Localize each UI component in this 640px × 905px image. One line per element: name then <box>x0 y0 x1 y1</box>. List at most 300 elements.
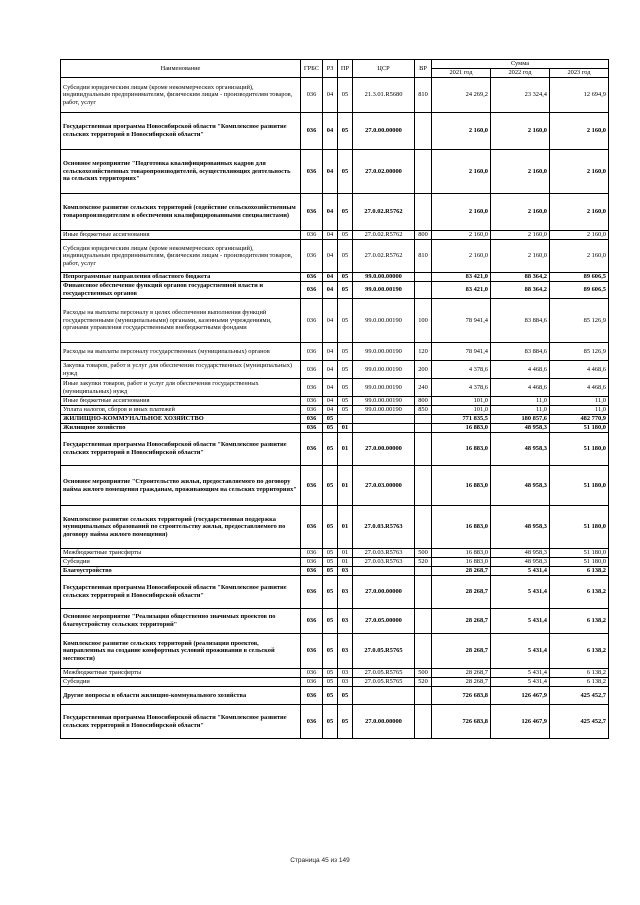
table-row <box>61 558 609 567</box>
cell-grbs: 036 <box>301 558 323 567</box>
cell-grbs: 036 <box>301 669 323 678</box>
cell-pr: 01 <box>338 433 353 466</box>
cell-grbs: 036 <box>301 282 323 299</box>
cell-name: Комплексное развитие сельских территорий (реализация проектов, направленных на создание комфортных условий проживания в сельской местности) <box>61 634 301 669</box>
cell-y2022: 5 431,4 <box>491 609 550 634</box>
cell-pr: 01 <box>338 506 353 549</box>
cell-y2021: 78 941,4 <box>432 299 491 343</box>
cell-y2021: 24 269,2 <box>432 78 491 113</box>
cell-csr: 27.0.02.R5762 <box>353 240 415 273</box>
cell-pr: 05 <box>338 240 353 273</box>
cell-pr: 05 <box>338 397 353 406</box>
cell-y2023: 51 180,0 <box>550 424 609 433</box>
cell-vr: 120 <box>415 343 432 361</box>
cell-name: Другие вопросы в области жилищно-коммунального хозяйства <box>61 687 301 705</box>
cell-vr <box>415 113 432 150</box>
cell-csr: 99.0.00.00190 <box>353 343 415 361</box>
cell-rz: 05 <box>323 705 338 739</box>
table-row <box>61 282 609 299</box>
cell-vr: 100 <box>415 299 432 343</box>
cell-rz: 04 <box>323 282 338 299</box>
cell-pr: 03 <box>338 576 353 609</box>
cell-vr <box>415 705 432 739</box>
cell-vr <box>415 273 432 282</box>
cell-vr: 520 <box>415 558 432 567</box>
cell-vr <box>415 506 432 549</box>
cell-y2022: 2 160,0 <box>491 194 550 231</box>
cell-y2022: 2 160,0 <box>491 231 550 240</box>
header-vr: ВР <box>415 60 432 78</box>
cell-pr: 05 <box>338 299 353 343</box>
cell-pr: 05 <box>338 231 353 240</box>
table-row <box>61 506 609 549</box>
cell-y2021: 726 683,8 <box>432 705 491 739</box>
cell-rz: 05 <box>323 424 338 433</box>
cell-pr: 05 <box>338 379 353 397</box>
cell-grbs: 036 <box>301 240 323 273</box>
cell-y2022: 11,0 <box>491 397 550 406</box>
cell-name: Субсидии юридическим лицам (кроме некоммерческих организаций), индивидуальным предпринимателям, физическим лицам - производителям товаров, работ, услуг <box>61 240 301 273</box>
cell-grbs: 036 <box>301 397 323 406</box>
cell-y2023: 51 180,0 <box>550 433 609 466</box>
cell-y2022: 4 468,6 <box>491 361 550 379</box>
cell-vr <box>415 634 432 669</box>
cell-name: Расходы на выплаты персоналу государственных (муниципальных) органов <box>61 343 301 361</box>
cell-y2022: 4 468,6 <box>491 379 550 397</box>
cell-csr: 99.0.00.00190 <box>353 406 415 415</box>
cell-grbs: 036 <box>301 567 323 576</box>
cell-y2023: 85 126,9 <box>550 299 609 343</box>
cell-vr: 500 <box>415 549 432 558</box>
cell-csr: 27.0.00.00000 <box>353 113 415 150</box>
cell-pr: 01 <box>338 558 353 567</box>
table-row <box>61 361 609 379</box>
cell-rz: 05 <box>323 609 338 634</box>
cell-name: Основное мероприятие "Подготовка квалифицированных кадров для сельскохозяйственных товаропроизводителей, осуществляющих деятельность на сельских территориях" <box>61 150 301 194</box>
cell-vr <box>415 282 432 299</box>
cell-y2021: 28 268,7 <box>432 609 491 634</box>
table-row <box>61 424 609 433</box>
cell-y2022: 5 431,4 <box>491 669 550 678</box>
cell-vr <box>415 415 432 424</box>
cell-y2023: 89 606,5 <box>550 273 609 282</box>
cell-vr: 850 <box>415 406 432 415</box>
cell-y2021: 2 160,0 <box>432 240 491 273</box>
cell-y2023: 2 160,0 <box>550 113 609 150</box>
cell-y2022: 2 160,0 <box>491 113 550 150</box>
cell-grbs: 036 <box>301 113 323 150</box>
cell-y2021: 2 160,0 <box>432 194 491 231</box>
cell-csr: 27.0.03.R5763 <box>353 549 415 558</box>
cell-y2021: 16 883,0 <box>432 424 491 433</box>
cell-y2021: 16 883,0 <box>432 549 491 558</box>
cell-grbs: 036 <box>301 406 323 415</box>
cell-name: Уплата налогов, сборов и иных платежей <box>61 406 301 415</box>
table-row <box>61 406 609 415</box>
cell-csr: 99.0.00.00190 <box>353 379 415 397</box>
cell-csr <box>353 567 415 576</box>
table-row <box>61 397 609 406</box>
cell-y2021: 16 883,0 <box>432 558 491 567</box>
cell-y2021: 28 268,7 <box>432 678 491 687</box>
cell-y2022: 83 884,6 <box>491 343 550 361</box>
cell-y2023: 12 694,9 <box>550 78 609 113</box>
cell-y2023: 4 468,6 <box>550 361 609 379</box>
cell-rz: 04 <box>323 240 338 273</box>
cell-y2023: 6 138,2 <box>550 567 609 576</box>
cell-rz: 04 <box>323 397 338 406</box>
cell-pr: 05 <box>338 705 353 739</box>
cell-y2021: 771 835,5 <box>432 415 491 424</box>
cell-pr: 05 <box>338 194 353 231</box>
cell-rz: 04 <box>323 406 338 415</box>
budget-table-container <box>60 59 608 739</box>
header-year-2023: 2023 год <box>550 69 609 78</box>
cell-y2023: 2 160,0 <box>550 231 609 240</box>
cell-pr: 05 <box>338 273 353 282</box>
cell-grbs: 036 <box>301 705 323 739</box>
cell-y2023: 89 606,5 <box>550 282 609 299</box>
cell-y2021: 2 160,0 <box>432 113 491 150</box>
cell-pr: 03 <box>338 669 353 678</box>
cell-y2022: 5 431,4 <box>491 576 550 609</box>
cell-rz: 05 <box>323 678 338 687</box>
cell-y2022: 83 884,6 <box>491 299 550 343</box>
cell-name: Государственная программа Новосибирской области "Комплексное развитие сельских территорий в Новосибирской области" <box>61 576 301 609</box>
cell-name: Государственная программа Новосибирской области "Комплексное развитие сельских территорий в Новосибирской области" <box>61 433 301 466</box>
cell-pr: 01 <box>338 424 353 433</box>
cell-vr: 200 <box>415 361 432 379</box>
cell-name: Жилищное хозяйство <box>61 424 301 433</box>
cell-y2022: 88 364,2 <box>491 273 550 282</box>
cell-name: ЖИЛИЩНО-КОММУНАЛЬНОЕ ХОЗЯЙСТВО <box>61 415 301 424</box>
cell-rz: 04 <box>323 273 338 282</box>
cell-y2023: 425 452,7 <box>550 687 609 705</box>
cell-rz: 04 <box>323 150 338 194</box>
header-grbs: ГРБС <box>301 60 323 78</box>
cell-vr <box>415 194 432 231</box>
cell-y2023: 2 160,0 <box>550 240 609 273</box>
cell-csr: 27.0.05.R5765 <box>353 678 415 687</box>
cell-y2022: 5 431,4 <box>491 634 550 669</box>
cell-name: Основное мероприятие "Строительство жилья, предоставляемого по договору найма жилого помещения гражданам, проживающим на сельских территориях" <box>61 466 301 506</box>
cell-y2022: 48 958,3 <box>491 466 550 506</box>
table-row <box>61 687 609 705</box>
cell-pr: 01 <box>338 466 353 506</box>
cell-grbs: 036 <box>301 424 323 433</box>
table-row <box>61 113 609 150</box>
header-sum: Сумма <box>432 60 609 69</box>
cell-rz: 05 <box>323 576 338 609</box>
cell-csr: 27.0.00.00000 <box>353 576 415 609</box>
cell-y2023: 6 138,2 <box>550 634 609 669</box>
table-row <box>61 576 609 609</box>
cell-pr: 05 <box>338 78 353 113</box>
cell-name: Государственная программа Новосибирской области "Комплексное развитие сельских территорий в Новосибирской области" <box>61 705 301 739</box>
cell-rz: 05 <box>323 669 338 678</box>
cell-vr: 500 <box>415 669 432 678</box>
cell-grbs: 036 <box>301 150 323 194</box>
table-row <box>61 567 609 576</box>
cell-grbs: 036 <box>301 466 323 506</box>
cell-rz: 04 <box>323 343 338 361</box>
cell-y2022: 48 958,3 <box>491 433 550 466</box>
cell-grbs: 036 <box>301 687 323 705</box>
cell-rz: 05 <box>323 415 338 424</box>
cell-name: Иные бюджетные ассигнования <box>61 397 301 406</box>
cell-vr: 240 <box>415 379 432 397</box>
cell-name: Иные закупки товаров, работ и услуг для обеспечения государственных (муниципальных) нужд <box>61 379 301 397</box>
table-row <box>61 231 609 240</box>
cell-rz: 04 <box>323 113 338 150</box>
cell-y2023: 482 770,9 <box>550 415 609 424</box>
cell-y2021: 16 883,0 <box>432 506 491 549</box>
cell-y2022: 48 958,3 <box>491 549 550 558</box>
cell-y2021: 16 883,0 <box>432 433 491 466</box>
cell-y2023: 6 138,2 <box>550 576 609 609</box>
cell-name: Межбюджетные трансферты <box>61 669 301 678</box>
cell-grbs: 036 <box>301 415 323 424</box>
cell-y2023: 6 138,2 <box>550 678 609 687</box>
cell-csr: 27.0.02.R5762 <box>353 194 415 231</box>
cell-vr <box>415 687 432 705</box>
table-row <box>61 415 609 424</box>
cell-y2023: 4 468,6 <box>550 379 609 397</box>
cell-rz: 05 <box>323 506 338 549</box>
cell-y2023: 51 180,0 <box>550 549 609 558</box>
cell-csr: 27.0.03.R5763 <box>353 558 415 567</box>
cell-name: Расходы на выплаты персоналу в целях обеспечения выполнения функций государственными (муниципальными) органами, казенными учреждениями, органами управления государственными внебюджетными фондами <box>61 299 301 343</box>
cell-pr: 05 <box>338 406 353 415</box>
cell-name: Комплексное развитие сельских территорий (содействие сельскохозяйственным товаропроизводителям в обеспечении квалифицированными специалистами) <box>61 194 301 231</box>
cell-grbs: 036 <box>301 634 323 669</box>
cell-rz: 05 <box>323 466 338 506</box>
cell-vr <box>415 150 432 194</box>
header-year-2022: 2022 год <box>491 69 550 78</box>
cell-pr: 01 <box>338 549 353 558</box>
cell-grbs: 036 <box>301 78 323 113</box>
cell-vr <box>415 576 432 609</box>
table-body <box>61 78 609 739</box>
cell-name: Межбюджетные трансферты <box>61 549 301 558</box>
cell-name: Финансовое обеспечение функций органов государственной власти и государственных органов <box>61 282 301 299</box>
cell-grbs: 036 <box>301 549 323 558</box>
cell-pr: 05 <box>338 343 353 361</box>
cell-y2021: 2 160,0 <box>432 150 491 194</box>
cell-csr: 27.0.05.R5765 <box>353 669 415 678</box>
cell-y2021: 101,0 <box>432 406 491 415</box>
table-row <box>61 379 609 397</box>
cell-y2022: 48 958,3 <box>491 506 550 549</box>
cell-csr <box>353 687 415 705</box>
cell-y2021: 78 941,4 <box>432 343 491 361</box>
cell-csr: 99.0.00.00190 <box>353 397 415 406</box>
header-pr: ПР <box>338 60 353 78</box>
cell-rz: 04 <box>323 194 338 231</box>
cell-pr: 05 <box>338 282 353 299</box>
cell-vr: 520 <box>415 678 432 687</box>
cell-y2022: 126 467,9 <box>491 687 550 705</box>
table-row <box>61 466 609 506</box>
cell-rz: 04 <box>323 361 338 379</box>
cell-y2023: 2 160,0 <box>550 194 609 231</box>
cell-y2023: 51 180,0 <box>550 506 609 549</box>
cell-csr: 27.0.03.R5763 <box>353 506 415 549</box>
cell-grbs: 036 <box>301 299 323 343</box>
cell-csr: 99.0.00.00190 <box>353 361 415 379</box>
cell-csr: 27.0.00.00000 <box>353 433 415 466</box>
header-rz: РЗ <box>323 60 338 78</box>
cell-y2021: 28 268,7 <box>432 634 491 669</box>
cell-y2023: 11,0 <box>550 397 609 406</box>
cell-rz: 05 <box>323 687 338 705</box>
cell-pr: 05 <box>338 150 353 194</box>
table-row <box>61 150 609 194</box>
cell-name: Государственная программа Новосибирской области "Комплексное развитие сельских территорий в Новосибирской области" <box>61 113 301 150</box>
cell-y2022: 2 160,0 <box>491 150 550 194</box>
table-row <box>61 634 609 669</box>
cell-y2022: 5 431,4 <box>491 678 550 687</box>
budget-table <box>60 59 609 739</box>
cell-name: Закупка товаров, работ и услуг для обеспечения государственных (муниципальных) нужд <box>61 361 301 379</box>
cell-y2022: 180 857,6 <box>491 415 550 424</box>
cell-csr: 27.0.05.00000 <box>353 609 415 634</box>
cell-vr: 810 <box>415 78 432 113</box>
cell-csr: 27.0.03.00000 <box>353 466 415 506</box>
cell-rz: 04 <box>323 78 338 113</box>
header-name: Наименование <box>61 60 301 78</box>
cell-pr: 03 <box>338 678 353 687</box>
table-row <box>61 609 609 634</box>
cell-vr: 810 <box>415 240 432 273</box>
table-row <box>61 240 609 273</box>
table-row <box>61 299 609 343</box>
cell-y2021: 2 160,0 <box>432 231 491 240</box>
cell-vr <box>415 433 432 466</box>
cell-y2022: 2 160,0 <box>491 240 550 273</box>
cell-rz: 04 <box>323 379 338 397</box>
cell-y2021: 28 268,7 <box>432 669 491 678</box>
table-row <box>61 433 609 466</box>
cell-csr: 27.0.02.00000 <box>353 150 415 194</box>
cell-rz: 05 <box>323 567 338 576</box>
cell-pr: 05 <box>338 113 353 150</box>
cell-y2022: 48 958,3 <box>491 424 550 433</box>
cell-y2022: 23 324,4 <box>491 78 550 113</box>
cell-pr <box>338 415 353 424</box>
cell-y2022: 126 467,9 <box>491 705 550 739</box>
cell-y2021: 28 268,7 <box>432 576 491 609</box>
cell-pr: 05 <box>338 361 353 379</box>
cell-grbs: 036 <box>301 609 323 634</box>
cell-grbs: 036 <box>301 678 323 687</box>
cell-y2023: 2 160,0 <box>550 150 609 194</box>
cell-grbs: 036 <box>301 506 323 549</box>
cell-csr: 99.0.00.00190 <box>353 282 415 299</box>
cell-rz: 05 <box>323 634 338 669</box>
cell-vr <box>415 424 432 433</box>
cell-csr: 27.0.02.R5762 <box>353 231 415 240</box>
cell-vr <box>415 567 432 576</box>
cell-y2023: 51 180,0 <box>550 558 609 567</box>
header-csr: ЦСР <box>353 60 415 78</box>
cell-grbs: 036 <box>301 361 323 379</box>
cell-y2021: 28 268,7 <box>432 567 491 576</box>
cell-csr: 27.0.00.00000 <box>353 705 415 739</box>
cell-y2022: 88 364,2 <box>491 282 550 299</box>
cell-pr: 05 <box>338 687 353 705</box>
table-row <box>61 549 609 558</box>
table-row <box>61 705 609 739</box>
cell-y2023: 51 180,0 <box>550 466 609 506</box>
cell-y2021: 101,0 <box>432 397 491 406</box>
cell-y2023: 11,0 <box>550 406 609 415</box>
cell-name: Субсидии <box>61 678 301 687</box>
cell-y2021: 4 378,6 <box>432 379 491 397</box>
cell-pr: 03 <box>338 567 353 576</box>
cell-rz: 05 <box>323 549 338 558</box>
cell-y2022: 5 431,4 <box>491 567 550 576</box>
cell-y2021: 83 421,0 <box>432 282 491 299</box>
header-year-2021: 2021 год <box>432 69 491 78</box>
cell-csr <box>353 424 415 433</box>
cell-name: Субсидии <box>61 558 301 567</box>
cell-pr: 03 <box>338 634 353 669</box>
cell-name: Иные бюджетные ассигнования <box>61 231 301 240</box>
cell-y2021: 726 683,8 <box>432 687 491 705</box>
cell-grbs: 036 <box>301 576 323 609</box>
table-row <box>61 669 609 678</box>
cell-y2021: 16 883,0 <box>432 466 491 506</box>
cell-y2023: 425 452,7 <box>550 705 609 739</box>
table-row <box>61 343 609 361</box>
table-row <box>61 678 609 687</box>
cell-y2023: 85 126,9 <box>550 343 609 361</box>
cell-name: Комплексное развитие сельских территорий (государственная поддержка муниципальных образований по строительству жилья, предоставляемого по договору найма жилого помещения) <box>61 506 301 549</box>
cell-name: Непрограммные направления областного бюджета <box>61 273 301 282</box>
cell-y2022: 11,0 <box>491 406 550 415</box>
cell-vr: 800 <box>415 231 432 240</box>
cell-rz: 05 <box>323 558 338 567</box>
cell-y2023: 6 138,2 <box>550 609 609 634</box>
cell-y2023: 6 138,2 <box>550 669 609 678</box>
cell-vr: 800 <box>415 397 432 406</box>
cell-grbs: 036 <box>301 231 323 240</box>
cell-grbs: 036 <box>301 343 323 361</box>
cell-rz: 04 <box>323 231 338 240</box>
cell-name: Основное мероприятие "Реализация общественно значимых проектов по благоустройству сельских территорий" <box>61 609 301 634</box>
cell-csr: 21.3.01.R5680 <box>353 78 415 113</box>
cell-y2021: 83 421,0 <box>432 273 491 282</box>
table-row <box>61 194 609 231</box>
cell-csr <box>353 415 415 424</box>
cell-rz: 05 <box>323 433 338 466</box>
table-row <box>61 78 609 113</box>
cell-rz: 04 <box>323 299 338 343</box>
cell-csr: 27.0.05.R5765 <box>353 634 415 669</box>
cell-csr: 99.0.00.00000 <box>353 273 415 282</box>
cell-grbs: 036 <box>301 379 323 397</box>
cell-y2022: 48 958,3 <box>491 558 550 567</box>
cell-grbs: 036 <box>301 273 323 282</box>
cell-name: Благоустройство <box>61 567 301 576</box>
page-number: Страница 45 из 149 <box>290 857 350 864</box>
cell-pr: 03 <box>338 609 353 634</box>
cell-name: Субсидии юридическим лицам (кроме некоммерческих организаций), индивидуальным предпринимателям, физическим лицам - производителям товаров, работ, услуг <box>61 78 301 113</box>
cell-y2021: 4 378,6 <box>432 361 491 379</box>
cell-vr <box>415 466 432 506</box>
table-row <box>61 273 609 282</box>
